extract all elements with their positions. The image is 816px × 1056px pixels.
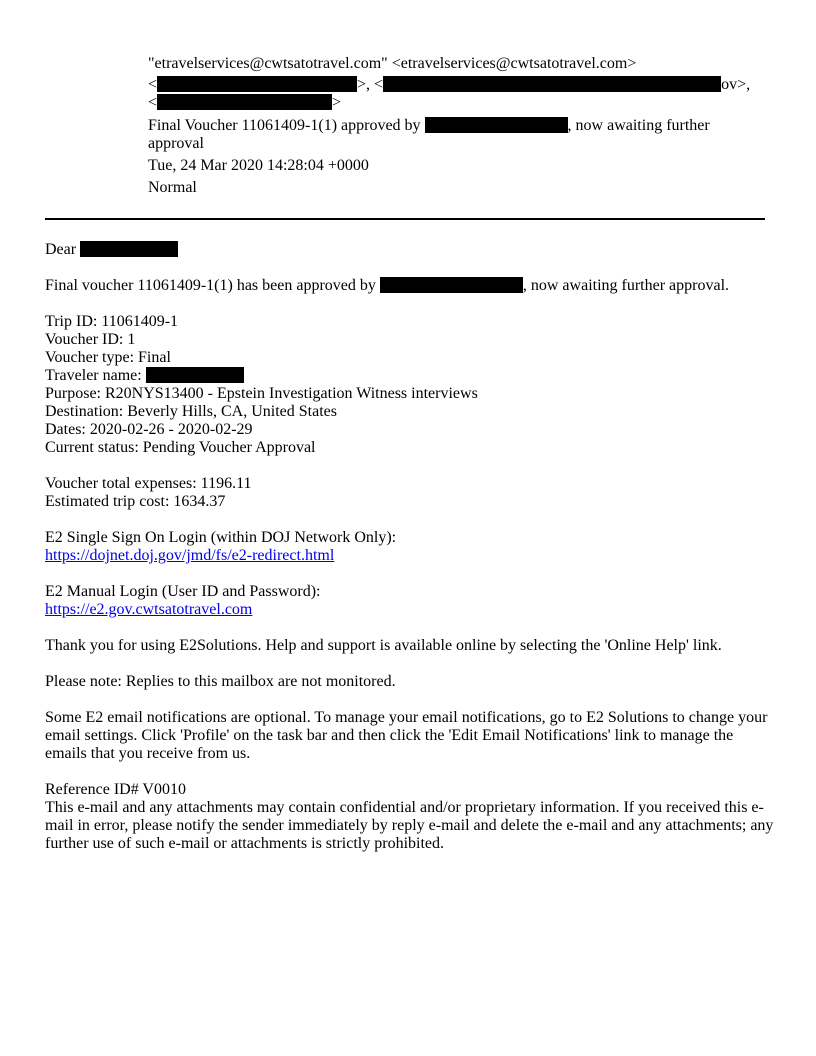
reference-id: Reference ID# V0010 xyxy=(45,781,186,798)
subject-text: Final Voucher 11061409-1(1) approved by xyxy=(148,117,421,134)
approval-text: Final voucher 11061409-1(1) has been approved by xyxy=(45,277,376,294)
sso-label: E2 Single Sign On Login (within DOJ Network Only): xyxy=(45,529,397,546)
estimated-cost: Estimated trip cost: 1634.37 xyxy=(45,493,226,510)
to-bracket: > xyxy=(332,94,342,111)
redaction-box xyxy=(157,94,332,110)
from-value: "etravelservices@cwtsatotravel.com" <etravelservices@cwtsatotravel.com> xyxy=(148,55,637,72)
cost-summary xyxy=(45,475,775,511)
to-separator: >, < xyxy=(357,76,384,93)
to-tail: ov>, xyxy=(721,76,751,93)
redaction-box xyxy=(146,367,244,383)
redaction-box xyxy=(425,117,568,133)
subject-continued: approval xyxy=(148,135,204,152)
manual-link[interactable]: https://e2.gov.cwtsatotravel.com xyxy=(45,601,253,618)
redaction-box xyxy=(380,277,523,293)
trip-dates: Dates: 2020-02-26 - 2020-02-29 xyxy=(45,421,253,438)
header-divider xyxy=(45,218,765,220)
optional-notifications-text: Some E2 email notifications are optional. To manage your email notifications, go to E2 Solutions to change your email settings. Click 'Profile' on the task bar and then click the 'Edit Email Notifications' link to manage the emails that you receive from us. xyxy=(45,709,768,762)
sso-link[interactable]: https://dojnet.doj.gov/jmd/fs/e2-redirect.html xyxy=(45,547,335,564)
email-body xyxy=(45,241,775,853)
redaction-box xyxy=(383,76,721,92)
subject-value xyxy=(148,117,710,135)
to-value xyxy=(148,76,750,94)
traveler-name xyxy=(45,367,775,385)
to-bracket: < xyxy=(148,94,158,111)
subject-text: , now awaiting further xyxy=(567,117,710,134)
redaction-box xyxy=(157,76,357,92)
purpose: Purpose: R20NYS13400 - Epstein Investigation Witness interviews xyxy=(45,385,478,402)
voucher-type: Voucher type: Final xyxy=(45,349,171,366)
greeting xyxy=(45,241,775,259)
traveler-label: Traveler name: xyxy=(45,367,142,384)
disclaimer-text: This e-mail and any attachments may contain confidential and/or proprietary information. If you received this e-mail in error, please notify the sender immediately by reply e-mail and delete the e-mail and any attachments; any further use of such e-mail or attachments is strictly prohibited. xyxy=(45,799,774,852)
voucher-id: Voucher ID: 1 xyxy=(45,331,136,348)
destination: Destination: Beverly Hills, CA, United States xyxy=(45,403,337,420)
trip-id: Trip ID: 11061409-1 xyxy=(45,313,179,330)
date-value: Tue, 24 Mar 2020 14:28:04 +0000 xyxy=(148,157,369,174)
approval-line xyxy=(45,277,775,295)
current-status: Current status: Pending Voucher Approval xyxy=(45,439,316,456)
importance-value: Normal xyxy=(148,179,197,196)
redaction-box xyxy=(80,241,178,257)
thanks-text: Thank you for using E2Solutions. Help and support is available online by selecting the 'Online Help' link. xyxy=(45,637,722,654)
manual-label: E2 Manual Login (User ID and Password): xyxy=(45,583,321,600)
approval-text: , now awaiting further approval. xyxy=(522,277,730,294)
trip-details xyxy=(45,313,775,457)
to-bracket: < xyxy=(148,76,158,93)
manual-login xyxy=(45,583,775,619)
total-expenses: Voucher total expenses: 1196.11 xyxy=(45,475,252,492)
greeting-text: Dear xyxy=(45,241,77,258)
sso-login xyxy=(45,529,775,565)
note-text: Please note: Replies to this mailbox are not monitored. xyxy=(45,673,396,690)
